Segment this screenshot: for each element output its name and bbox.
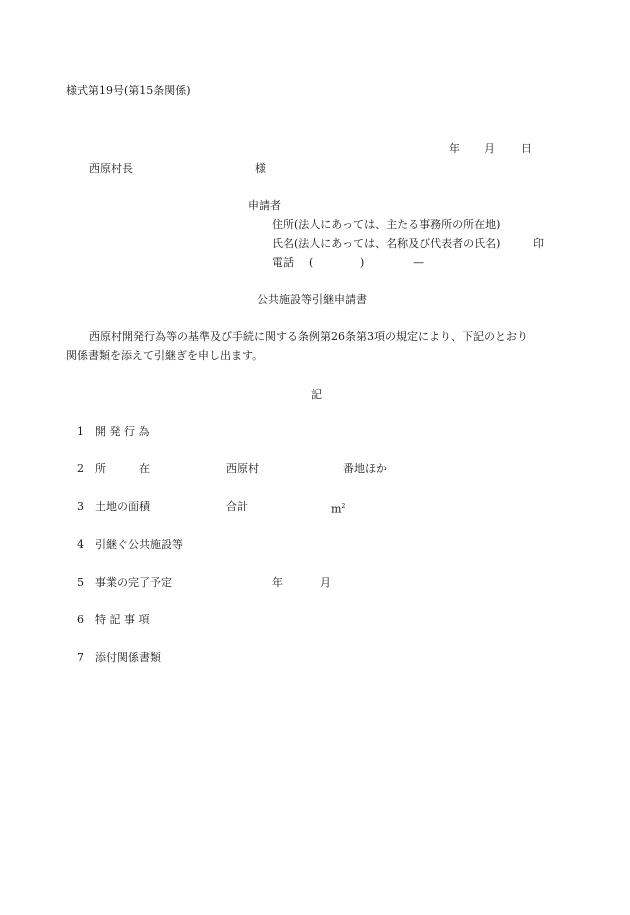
- date-year-label: 年: [449, 142, 460, 155]
- location-village: 西原村: [226, 462, 259, 475]
- ki-heading: 記: [311, 388, 322, 401]
- completion-year-label: 年: [272, 576, 283, 589]
- item-label-remarks: 特 記 事 項: [95, 613, 150, 626]
- item-label-area: 土地の面積: [95, 500, 150, 513]
- completion-month-label: 月: [320, 576, 331, 589]
- item-number: 3: [77, 500, 84, 513]
- area-total-label: 合計: [226, 500, 248, 513]
- phone-dash: —: [413, 256, 424, 269]
- applicant-address-line: 住所(法人にあっては、主たる事務所の所在地): [272, 218, 501, 231]
- body-line-1: 西原村開発行為等の基準及び手続に関する条例第26条第3項の規定により、下記のとおり: [89, 330, 528, 343]
- applicant-phone-label: 電話: [272, 256, 294, 269]
- item-number: 2: [77, 462, 84, 475]
- document-title: 公共施設等引継申請書: [257, 293, 367, 306]
- area-unit: $m^2$: [331, 502, 346, 516]
- item-label-attachments: 添付関係書類: [95, 651, 161, 664]
- item-number: 7: [77, 651, 84, 664]
- item-number: 5: [77, 576, 84, 589]
- item-number: 4: [77, 538, 84, 551]
- addressee-honorific: 様: [255, 162, 266, 175]
- item-number: 1: [77, 425, 84, 438]
- addressee-name: 西原村長: [89, 162, 133, 175]
- applicant-name-line: 氏名(法人にあっては、名称及び代表者の氏名): [272, 237, 501, 250]
- body-line-2: 関係書類を添えて引継ぎを申し出ます。: [66, 349, 264, 362]
- date-day-label: 日: [521, 142, 532, 155]
- date-month-label: 月: [484, 142, 495, 155]
- item-label-location: 所 在: [95, 462, 150, 475]
- applicant-seal: 印: [533, 237, 544, 250]
- form-number: 様式第19号(第15条関係): [66, 84, 191, 97]
- item-label-completion: 事業の完了予定: [95, 576, 172, 589]
- item-number: 6: [77, 613, 84, 626]
- item-label-public-facilities: 引継ぐ公共施設等: [95, 538, 183, 551]
- phone-close-paren: ): [360, 256, 365, 269]
- phone-open-paren: (: [309, 256, 314, 269]
- location-suffix: 番地ほか: [343, 462, 387, 475]
- applicant-label: 申請者: [248, 199, 281, 212]
- item-label-development: 開 発 行 為: [95, 425, 150, 438]
